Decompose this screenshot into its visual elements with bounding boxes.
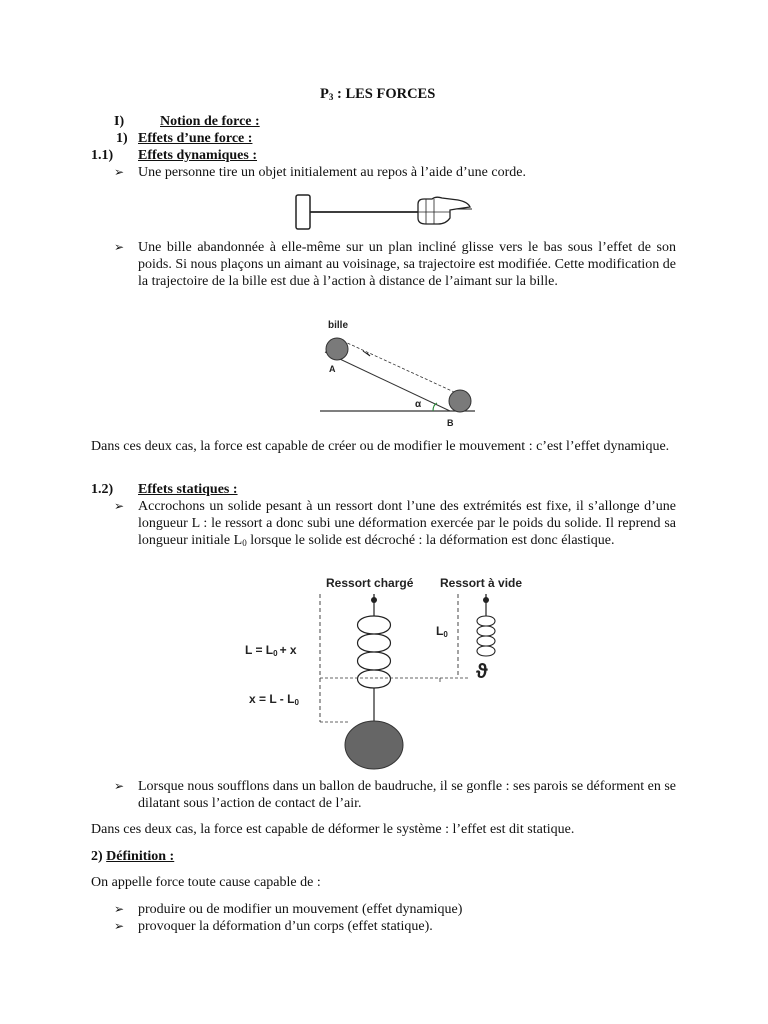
subsection-1-1-heading: Effets dynamiques :	[138, 148, 258, 163]
figure-inclined-plane	[315, 315, 485, 430]
label-bille: bille	[328, 320, 349, 331]
label-eq-x: x = L - L0	[249, 692, 299, 707]
page-title: $P_3$ : LES FORCES	[320, 86, 436, 102]
object-block	[296, 195, 310, 229]
label-B: B	[447, 418, 454, 428]
label-ressort-vide: Ressort à vide	[440, 576, 523, 590]
bullet-arrow-icon: ➢	[114, 779, 125, 793]
bullet-arrow-icon: ➢	[114, 919, 125, 933]
bullet-arrow-icon: ➢	[114, 165, 125, 179]
paragraph-definition-intro: On appelle force toute cause capable de :	[91, 875, 321, 890]
list-item: provoquer la déformation d’un corps (effet statique).	[138, 919, 433, 934]
bullet-text-rope: Une personne tire un objet initialement au repos à l’aide d’une corde.	[138, 165, 526, 180]
subsection-1-heading: Effets d’une force :	[138, 131, 253, 146]
ball-B	[449, 390, 471, 412]
bullet-text-ball: Une bille abandonnée à elle-même sur un plan incliné glisse vers le bas sous l’effet de son poids. Si nous plaçons un aimant au voisinage, sa trajectoire est modifiée. Cette modification de la trajectoire de la bille est due à l’action à distance de l’aimant sur la bille.	[138, 240, 676, 289]
section-2-heading: 2) Définition :	[91, 849, 175, 864]
bullet-arrow-icon: ➢	[114, 240, 125, 254]
paragraph-dynamic-conclusion: Dans ces deux cas, la force est capable de créer ou de modifier le mouvement : c’est l’effet dynamique.	[91, 439, 670, 454]
label-alpha: α	[415, 399, 422, 410]
label-ressort-charge: Ressort chargé	[326, 576, 414, 590]
subsection-1-number: 1)	[116, 131, 128, 146]
subsection-1-2-heading: Effets statiques :	[138, 482, 238, 497]
subsection-1-1-number: 1.1)	[91, 148, 114, 163]
section-1-heading: Notion de force :	[160, 114, 260, 129]
ball-A	[326, 338, 348, 360]
section-1-number: I)	[114, 114, 125, 129]
empty-spring-coil	[477, 616, 495, 656]
bullet-text-spring: Accrochons un solide pesant à un ressort dont l’une des extrémités est fixe, il s’allonge d’une longueur L : le ressort a donc subi une déformation exercée par le poids du solide. Il reprend sa longueur initiale $L_0$ lorsque le solide est décroché : la déformation est donc élastique.	[138, 499, 676, 548]
loaded-spring-coil	[358, 616, 391, 688]
paragraph-static-conclusion: Dans ces deux cas, la force est capable de déformer le système : l’effet est dit statique.	[91, 822, 575, 837]
list-item: produire ou de modifier un mouvement (effet dynamique)	[138, 902, 463, 917]
bullet-text-balloon: Lorsque nous soufflons dans un ballon de baudruche, il se gonfle : ses parois se déforment en se dilatant sous l’action de contact de l’air.	[138, 779, 676, 811]
bullet-arrow-icon: ➢	[114, 902, 125, 916]
label-L0: L0	[436, 624, 448, 639]
figure-rope-pull	[290, 190, 480, 235]
spring-end-hook-icon: ϑ	[476, 661, 488, 683]
label-eq-L: L = L0 + x	[245, 643, 297, 658]
bullet-arrow-icon: ➢	[114, 499, 125, 513]
hanging-mass	[345, 721, 403, 769]
label-A: A	[329, 364, 336, 374]
figure-springs	[240, 572, 550, 772]
subsection-1-2-number: 1.2)	[91, 482, 114, 497]
